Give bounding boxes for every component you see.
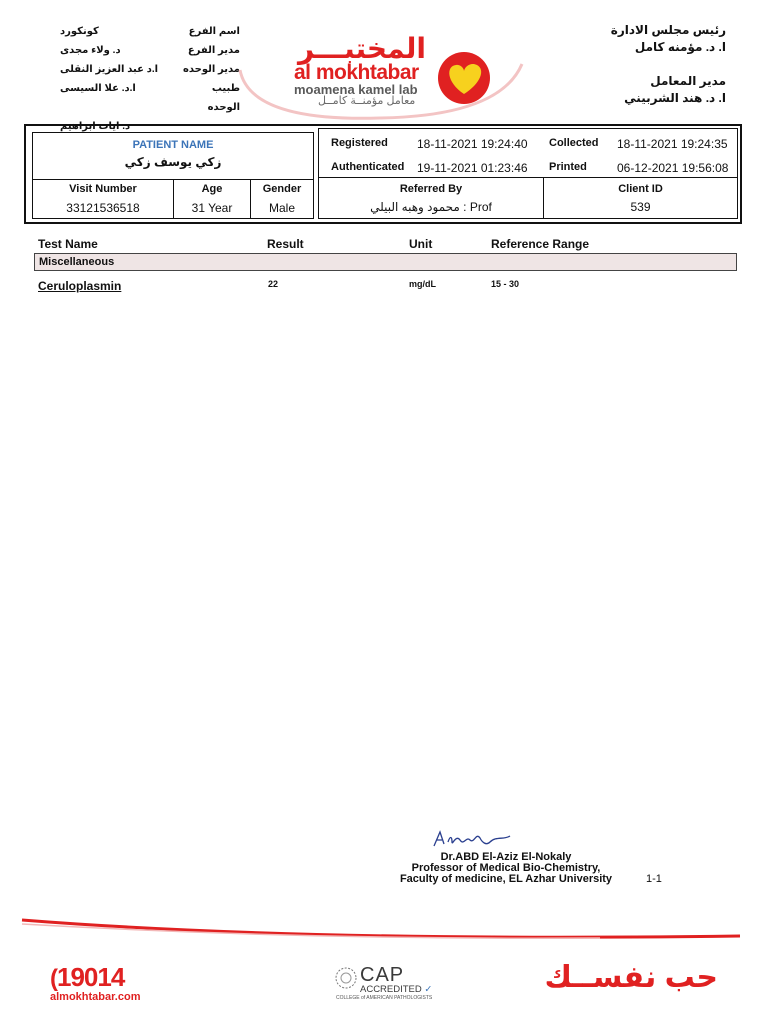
patient-name-label: PATIENT NAME (132, 139, 214, 151)
collected-value: 18-11-2021 19:24:35 (617, 137, 728, 151)
unit-manager-value: ا.د عبد العزيز النقلى (60, 64, 159, 75)
management-info (566, 22, 726, 107)
result-header: Result (267, 237, 304, 251)
branch-label: اسم الفرع (188, 26, 240, 37)
result-value-cell: 22 (268, 279, 279, 289)
slogan: حب نفســك (544, 961, 718, 994)
dates-cell (318, 128, 738, 178)
test-name-cell: Ceruloplasmin (38, 279, 122, 293)
test-name-header: Test Name (38, 237, 98, 251)
referred-by-value: Prof : محمود وهبه البيلي (370, 200, 492, 214)
reference-range-cell: 15 - 30 (491, 279, 520, 289)
visit-number-cell (32, 179, 174, 219)
labs-director-title: مدير المعامل (650, 74, 726, 88)
unit-manager-row (60, 60, 240, 79)
gender-cell (250, 179, 314, 219)
signer-title: Professor of Medical Bio-Chemistry, (411, 862, 601, 874)
visit-number-label: Visit Number (69, 183, 137, 195)
branch-manager-row (60, 41, 240, 60)
authenticated-label: Authenticated (331, 161, 405, 173)
unit-header: Unit (409, 237, 433, 251)
chairman-name: ا. د. مؤمنه كامل (634, 40, 726, 54)
labs-director-name: ا. د. هند الشربيني (624, 91, 726, 105)
hotline-text: 19014 (57, 962, 125, 992)
printed-value: 06-12-2021 19:56:08 (617, 161, 729, 175)
branch-row (60, 22, 240, 41)
page-number: 1-1 (646, 873, 662, 885)
section-title: Miscellaneous (34, 253, 737, 271)
footer-swoosh (0, 906, 768, 946)
client-id-label: Client ID (618, 183, 663, 195)
reference-range-header: Reference Range (491, 237, 590, 251)
registered-label: Registered (331, 137, 388, 149)
chairman-title: رئيس مجلس الادارة (610, 23, 726, 37)
handwritten-signature (430, 826, 516, 854)
patient-info-box (24, 124, 742, 224)
visit-number-value: 33121536518 (66, 201, 140, 215)
logo-subtitle-arabic: معامل مؤمنــة كامــل (318, 95, 416, 107)
unit-cell: mg/dL (409, 279, 436, 289)
cap-text: CAP (360, 964, 405, 986)
cap-accreditation-logo (334, 964, 444, 1004)
referred-by-label: Referred By (399, 183, 463, 195)
logo-arabic: المختبـــر (297, 33, 426, 64)
signer-affiliation: Faculty of medicine, EL Azhar University (399, 873, 613, 885)
unit-doctor-label: طبيب الوحده (207, 83, 240, 113)
patient-name-cell (32, 132, 314, 180)
gender-label: Gender (262, 183, 302, 195)
logo-english: al mokhtabar (294, 61, 419, 84)
patient-name-value: زكي يوسف زكي (124, 155, 222, 169)
header-spacer (566, 56, 726, 73)
website-link[interactable]: almokhtabar.com (50, 991, 141, 1003)
logo-subtitle: moamena kamel lab (294, 82, 418, 97)
branch-manager-value: د. ولاء مجدى (60, 45, 121, 56)
age-label: Age (201, 183, 223, 195)
checkmark-icon: ✓ (424, 984, 433, 995)
signature-block (386, 852, 626, 885)
cap-college-text: COLLEGE of AMERICAN PATHOLOGISTS (336, 995, 433, 1001)
phone-icon: ( (50, 965, 57, 992)
cap-accredited-text: ACCREDITED ✓ (360, 984, 433, 995)
gender-value: Male (268, 201, 295, 215)
unit-doctor-value-2: د. ايات ابراهيم (60, 121, 131, 132)
referred-by-cell (318, 177, 544, 219)
printed-label: Printed (549, 161, 587, 173)
unit-manager-label: مدير الوحده (182, 64, 240, 75)
hotline-number[interactable] (50, 962, 124, 993)
client-id-cell (543, 177, 738, 219)
branch-info (60, 22, 240, 136)
heart-logo-icon (436, 50, 492, 106)
age-value: 31 Year (191, 201, 233, 215)
age-cell (173, 179, 251, 219)
authenticated-value: 19-11-2021 01:23:46 (417, 161, 528, 175)
unit-doctor-value: ا.د. علا السيسى (60, 83, 136, 94)
branch-value: كونكورد (60, 26, 99, 37)
registered-value: 18-11-2021 19:24:40 (417, 137, 528, 151)
client-id-value: 539 (630, 200, 651, 214)
lab-logo (292, 34, 492, 106)
cap-seal-icon (334, 966, 358, 990)
signer-name: Dr.ABD El-Aziz El-Nokaly (440, 851, 572, 863)
collected-label: Collected (549, 137, 599, 149)
branch-manager-label: مدير الفرع (187, 45, 240, 56)
unit-doctor-row (60, 79, 240, 117)
